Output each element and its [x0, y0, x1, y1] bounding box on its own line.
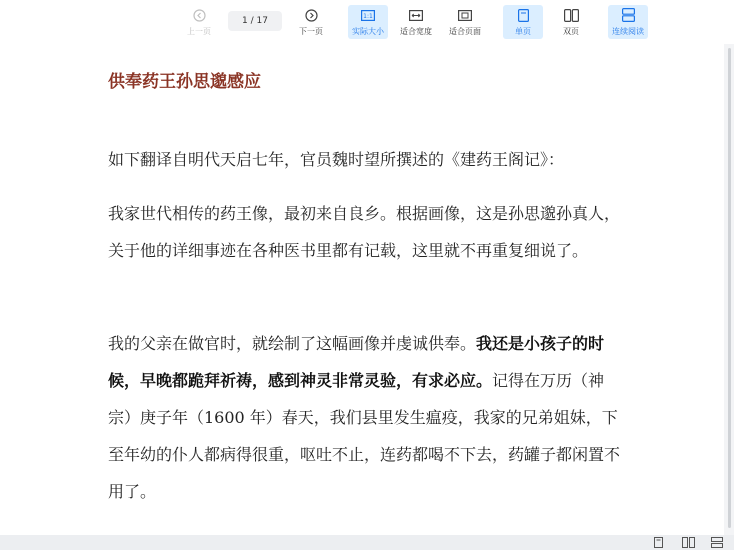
continuous-mode-icon[interactable]: [711, 537, 723, 548]
fit-page-icon: [458, 8, 472, 23]
page-title: 供奉药王孙思邈感应: [108, 72, 261, 92]
page-number-input[interactable]: 1 / 17: [228, 11, 282, 31]
single-page-icon: [518, 8, 529, 23]
actual-size-label: 实际大小: [352, 26, 384, 36]
actual-size-button[interactable]: [348, 5, 388, 39]
paragraph-3-bold: 我还是小孩子的时候，早晚都跪拜祈祷，感到神灵非常灵验，有求必应。: [108, 334, 605, 390]
arrow-left-circle-icon: [193, 8, 206, 23]
fit-width-label: 适合宽度: [400, 26, 432, 36]
single-page-button[interactable]: [503, 5, 543, 39]
paragraph-2: 我家世代相传的药王像，最初来自良乡。根据画像，这是孙思邈孙真人，关于他的详细事迹在各种医书里都有记载，这里就不再重复细说了。: [108, 204, 621, 260]
fit-width-button[interactable]: [396, 5, 436, 39]
scrollbar-thumb[interactable]: [728, 48, 731, 528]
prev-page-button[interactable]: [180, 5, 218, 39]
continuous-read-label: 连续阅读: [612, 26, 644, 36]
double-page-label: 双页: [563, 26, 579, 36]
arrow-right-circle-icon: [305, 8, 318, 23]
fit-page-button[interactable]: [444, 5, 486, 39]
status-bar: [0, 535, 734, 550]
continuous-scroll-icon: [622, 8, 635, 23]
fit-page-label: 适合页面: [449, 26, 481, 36]
single-page-label: 单页: [515, 26, 531, 36]
document-page: [0, 44, 724, 535]
prev-page-label: 上一页: [187, 26, 211, 36]
paragraph-3: [108, 325, 620, 510]
next-page-button[interactable]: [292, 5, 330, 39]
double-page-icon: [564, 8, 579, 23]
next-page-label: 下一页: [299, 26, 323, 36]
paragraph-1: 如下翻译自明代天启七年，官员魏时望所撰述的《建药王阁记》：: [108, 150, 565, 169]
actual-size-icon: [361, 8, 375, 23]
continuous-read-button[interactable]: [608, 5, 648, 39]
paragraph-3-text-b: 记得在万历（神宗）庚子年（1600 年）春天，我们县里发生瘟疫，我家的兄弟姐妹，下至年幼的仆人都病得很重，呕吐不止，连药都喝不下去，药罐子都闲置不用了。: [108, 371, 621, 501]
double-page-button[interactable]: [551, 5, 591, 39]
paragraph-3-text-a: 我的父亲在做官时，就绘制了这幅画像并虔诚供奉。: [108, 334, 477, 353]
single-page-mode-icon[interactable]: [654, 537, 663, 548]
fit-width-icon: [409, 8, 423, 23]
svg-text:1:1: 1:1: [363, 12, 373, 20]
double-page-mode-icon[interactable]: [682, 537, 695, 548]
viewer-toolbar: [0, 0, 734, 44]
